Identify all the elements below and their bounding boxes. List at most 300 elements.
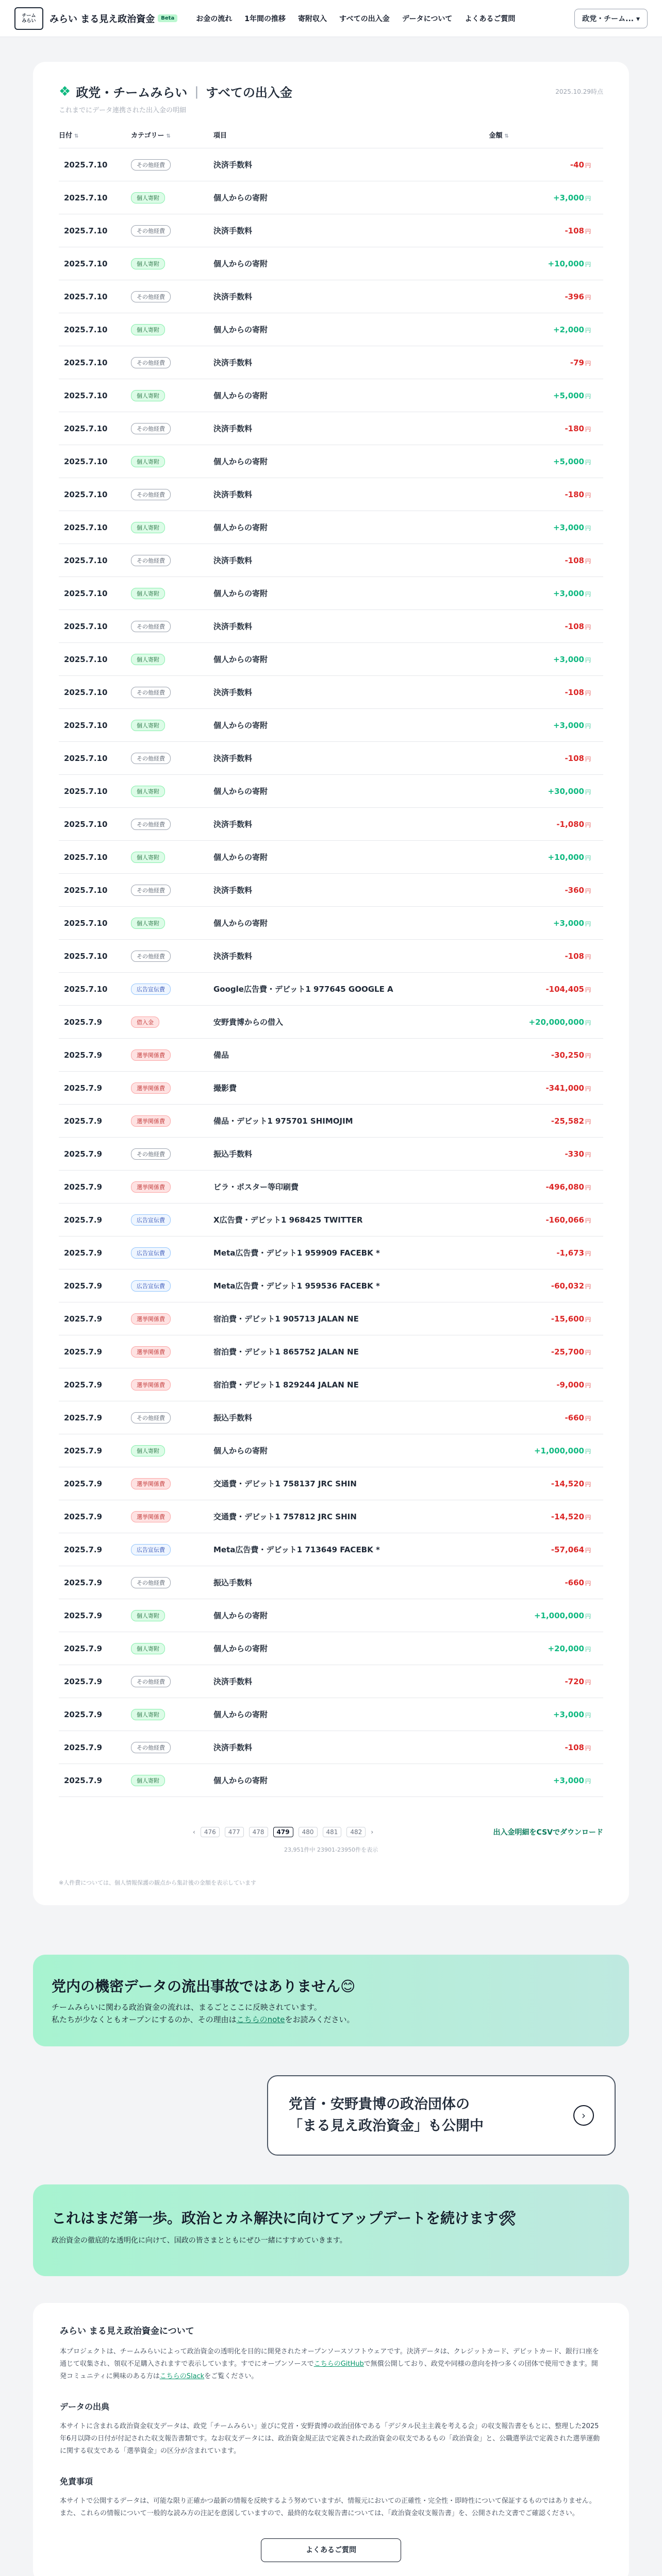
category-badge: 個人寄附: [131, 786, 165, 797]
nav-money-flow[interactable]: お金の流れ: [196, 14, 233, 23]
yen-unit: 円: [585, 953, 591, 960]
row-amount: -108: [565, 753, 584, 763]
banner-line2-pre: 私たちが少なくともオープンにするのか、その理由は: [52, 2015, 237, 2024]
pagination-row: [59, 1827, 603, 1837]
row-category-cell: [131, 478, 213, 511]
row-amount-cell: [489, 1698, 603, 1731]
arrow-right-icon: ›: [573, 2105, 594, 2126]
category-badge: 個人寄附: [131, 456, 165, 467]
yen-unit: 円: [585, 524, 591, 532]
nav-faq[interactable]: よくあるご質問: [465, 14, 516, 23]
row-amount-cell: [489, 1434, 603, 1467]
update-banner-title: これはまだ第一歩。政治とカネ解決に向けてアップデートを続けます🛠: [52, 2210, 517, 2227]
row-date: 2025.7.10: [59, 874, 131, 907]
row-item: ビラ・ポスター等印刷費: [213, 1171, 489, 1204]
category-badge: その他経費: [131, 1742, 171, 1753]
category-badge: その他経費: [131, 621, 171, 632]
row-category-cell: [131, 1533, 213, 1566]
site-logo[interactable]: チーム みらい: [14, 7, 43, 30]
table-row: [59, 1302, 603, 1335]
row-amount-cell: [489, 1764, 603, 1797]
row-date: 2025.7.9: [59, 1105, 131, 1138]
row-amount-cell: [489, 1632, 603, 1665]
row-amount-cell: [489, 511, 603, 544]
row-amount: -25,582: [551, 1116, 584, 1126]
table-row: [59, 643, 603, 676]
row-amount: +1,000,000: [534, 1446, 584, 1455]
category-badge: その他経費: [131, 489, 171, 500]
row-category-cell: [131, 445, 213, 478]
row-item: 撮影費: [213, 1072, 489, 1105]
yen-unit: 円: [585, 1250, 591, 1257]
row-amount-cell: [489, 643, 603, 676]
row-category-cell: [131, 1138, 213, 1171]
row-item: 決済手数料: [213, 148, 489, 181]
note-link[interactable]: こちらのnote: [236, 2015, 285, 2024]
row-amount: -720: [565, 1676, 584, 1686]
csv-download-link[interactable]: 出入金明細をCSVでダウンロード: [493, 1828, 603, 1837]
row-item: 個人からの寄附: [213, 841, 489, 874]
row-category-cell: [131, 841, 213, 874]
row-category-cell: [131, 775, 213, 808]
table-row: [59, 214, 603, 247]
row-category-cell: [131, 1302, 213, 1335]
yen-unit: 円: [585, 590, 591, 598]
yen-unit: 円: [585, 1711, 591, 1719]
nav-donations[interactable]: 寄附収入: [297, 14, 327, 23]
yen-unit: 円: [585, 492, 591, 499]
row-category-cell: [131, 346, 213, 379]
row-category-cell: [131, 1467, 213, 1500]
party-name: 政党・チームみらい: [76, 86, 188, 100]
row-date: 2025.7.10: [59, 346, 131, 379]
row-amount: +3,000: [553, 1709, 584, 1719]
row-item: 決済手数料: [213, 808, 489, 841]
row-date: 2025.7.9: [59, 1500, 131, 1533]
row-date: 2025.7.10: [59, 577, 131, 610]
page-button[interactable]: 480: [299, 1827, 318, 1837]
row-amount: -341,000: [545, 1083, 584, 1093]
row-category-cell: [131, 1171, 213, 1204]
row-category-cell: [131, 1204, 213, 1236]
row-date: 2025.7.10: [59, 313, 131, 346]
category-badge: 個人寄附: [131, 324, 165, 335]
amount-column-header[interactable]: [489, 130, 603, 148]
row-amount-cell: [489, 973, 603, 1006]
slack-link[interactable]: こちらのSlack: [159, 2372, 205, 2380]
table-row: [59, 148, 603, 181]
row-date: 2025.7.9: [59, 1335, 131, 1368]
row-category-cell: [131, 1039, 213, 1072]
row-date: 2025.7.9: [59, 1302, 131, 1335]
beta-badge: Beta: [158, 14, 177, 22]
row-category-cell: [131, 148, 213, 181]
table-row: [59, 1500, 603, 1533]
personnel-note: ※人件費については、個人情報保護の観点から集計後の金額を表示しています: [59, 1879, 256, 1886]
category-badge: その他経費: [131, 753, 171, 764]
row-item: 決済手数料: [213, 544, 489, 577]
row-amount-cell: [489, 181, 603, 214]
table-row: [59, 1467, 603, 1500]
row-item: 決済手数料: [213, 610, 489, 643]
row-amount: +20,000: [548, 1643, 584, 1653]
row-amount-cell: [489, 544, 603, 577]
table-row: [59, 1566, 603, 1599]
about-text-2: で無償公開しており、政党や同様の意向を持つ多くの団体で使用できます。開発コミュニティに興味のある方は: [60, 2360, 598, 2380]
row-date: 2025.7.9: [59, 1006, 131, 1039]
page-button[interactable]: 482: [346, 1827, 366, 1837]
row-amount: +3,000: [553, 654, 584, 664]
row-amount-cell: [489, 610, 603, 643]
row-amount-cell: [489, 1204, 603, 1236]
data-source-title: データの出典: [60, 2402, 110, 2412]
category-badge: 個人寄附: [131, 1709, 165, 1720]
row-amount: -180: [565, 489, 584, 499]
yen-unit: 円: [585, 1316, 591, 1323]
row-amount: -30,250: [551, 1050, 584, 1060]
link-card-text: [289, 2094, 484, 2137]
table-row: [59, 478, 603, 511]
data-source-text: 本サイトに含まれる政治資金収支データは、政党「チームみらい」並びに党首・安野貴博の政治団体である「デジタル民主主義を考える会」の収支報告書をもとに、整理した2025年6月以降の日付が付記された収支報告書類です。なお収支データには、政治資金規正法で定義された政治資金の収支であるもの「政治資金」と、公職選挙法で定義された選挙運動に関する収支である「選挙資金」の区分が含まれています。: [60, 2422, 600, 2455]
row-amount-cell: [489, 841, 603, 874]
row-category-cell: [131, 1072, 213, 1105]
row-item: 決済手数料: [213, 214, 489, 247]
transactions-table: [59, 130, 603, 1797]
category-badge: その他経費: [131, 357, 171, 368]
yen-unit: 円: [585, 1382, 591, 1389]
leader-funds-link-card[interactable]: [267, 2075, 616, 2156]
category-badge: 個人寄附: [131, 918, 165, 929]
category-badge: 選挙関係費: [131, 1511, 171, 1522]
row-category-cell: [131, 907, 213, 940]
row-item: 決済手数料: [213, 1665, 489, 1698]
row-amount-cell: [489, 478, 603, 511]
row-amount: -104,405: [545, 984, 584, 994]
row-date: 2025.7.10: [59, 610, 131, 643]
row-item: Google広告費・デビット1 977645 GOOGLE A: [213, 973, 489, 1006]
update-banner-text: 政治資金の徹底的な透明化に向けて、国政の皆さまとともにぜひ一緒にすすめていきます。: [52, 2236, 347, 2245]
row-amount-cell: [489, 148, 603, 181]
row-amount: -108: [565, 951, 584, 961]
row-amount-cell: [489, 313, 603, 346]
row-amount: -40: [570, 160, 584, 170]
category-badge: 個人寄附: [131, 1643, 165, 1654]
row-amount: -25,700: [551, 1347, 584, 1357]
site-header: [0, 0, 662, 37]
row-category-cell: [131, 1632, 213, 1665]
row-category-cell: [131, 1698, 213, 1731]
row-amount: -60,032: [551, 1281, 584, 1291]
row-date: 2025.7.9: [59, 1171, 131, 1204]
faq-button[interactable]: よくあるご質問: [261, 2538, 401, 2562]
row-amount-cell: [489, 577, 603, 610]
category-badge: その他経費: [131, 225, 171, 236]
row-item: 振込手数料: [213, 1566, 489, 1599]
row-date: 2025.7.10: [59, 214, 131, 247]
row-amount: +1,000,000: [534, 1611, 584, 1620]
github-link[interactable]: こちらのGitHub: [313, 2360, 364, 2368]
row-item: 宿泊費・デビット1 829244 JALAN NE: [213, 1368, 489, 1401]
row-amount-cell: [489, 775, 603, 808]
row-item: 個人からの寄附: [213, 181, 489, 214]
table-row: [59, 610, 603, 643]
org-select-label: 政党・チーム...: [582, 14, 634, 23]
next-page-icon[interactable]: ›: [371, 1828, 374, 1836]
category-badge: 個人寄附: [131, 852, 165, 863]
row-date: 2025.7.9: [59, 1533, 131, 1566]
page-button[interactable]: 476: [201, 1827, 220, 1837]
row-amount-cell: [489, 1731, 603, 1764]
row-item: 個人からの寄附: [213, 709, 489, 742]
yen-unit: 円: [585, 261, 591, 268]
row-date: 2025.7.9: [59, 1665, 131, 1698]
table-row: [59, 1039, 603, 1072]
row-amount-cell: [489, 676, 603, 709]
row-date: 2025.7.9: [59, 1731, 131, 1764]
row-category-cell: [131, 247, 213, 280]
row-amount-cell: [489, 445, 603, 478]
category-badge: 広告宣伝費: [131, 1544, 171, 1555]
row-amount-cell: [489, 1368, 603, 1401]
row-item: 交通費・デビット1 758137 JRC SHIN: [213, 1467, 489, 1500]
row-item: 決済手数料: [213, 346, 489, 379]
table-row: [59, 544, 603, 577]
row-item: 個人からの寄附: [213, 1764, 489, 1797]
yen-unit: 円: [585, 1547, 591, 1554]
pagination: [193, 1827, 373, 1837]
row-amount-cell: [489, 1401, 603, 1434]
category-badge: 選挙関係費: [131, 1313, 171, 1325]
row-amount: +3,000: [553, 720, 584, 730]
table-row: [59, 808, 603, 841]
category-badge: その他経費: [131, 1148, 171, 1160]
yen-unit: 円: [585, 195, 591, 202]
yen-unit: 円: [585, 1283, 591, 1290]
row-date: 2025.7.10: [59, 478, 131, 511]
category-badge: 選挙関係費: [131, 1181, 171, 1193]
row-amount: -9,000: [556, 1380, 584, 1389]
row-category-cell: [131, 1368, 213, 1401]
page-subtitle: これまでにデータ連携された出入金の明細: [59, 107, 187, 114]
row-category-cell: [131, 1236, 213, 1269]
row-date: 2025.7.9: [59, 1566, 131, 1599]
row-date: 2025.7.10: [59, 907, 131, 940]
category-badge: その他経費: [131, 423, 171, 434]
row-item: 個人からの寄附: [213, 445, 489, 478]
row-item: 決済手数料: [213, 478, 489, 511]
table-row: [59, 1105, 603, 1138]
row-category-cell: [131, 709, 213, 742]
category-badge: 広告宣伝費: [131, 1280, 171, 1292]
row-amount-cell: [489, 1072, 603, 1105]
yen-unit: 円: [585, 327, 591, 334]
yen-unit: 円: [585, 1019, 591, 1026]
yen-unit: 円: [585, 788, 591, 795]
row-amount: -108: [565, 621, 584, 631]
category-badge: その他経費: [131, 1676, 171, 1687]
row-amount: +5,000: [553, 391, 584, 400]
yen-unit: 円: [585, 887, 591, 894]
main-nav: [196, 13, 515, 24]
banner-title: 党内の機密データの流出事故ではありません😊: [52, 1978, 356, 1995]
about-text-3: をご覧ください。: [204, 2372, 258, 2380]
row-amount-cell: [489, 1236, 603, 1269]
category-badge: その他経費: [131, 159, 171, 171]
row-date: 2025.7.9: [59, 1138, 131, 1171]
table-row: [59, 1335, 603, 1368]
page-button[interactable]: 477: [225, 1827, 244, 1837]
row-amount-cell: [489, 1599, 603, 1632]
row-item: 決済手数料: [213, 280, 489, 313]
row-item: 振込手数料: [213, 1138, 489, 1171]
table-row: [59, 874, 603, 907]
row-item: 個人からの寄附: [213, 907, 489, 940]
row-category-cell: [131, 973, 213, 1006]
banner-line2-post: をお読みください。: [285, 2015, 355, 2024]
category-badge: 個人寄附: [131, 654, 165, 665]
row-amount: +5,000: [553, 456, 584, 466]
yen-unit: 円: [585, 821, 591, 828]
page-button[interactable]: 479: [273, 1827, 293, 1837]
row-amount: -660: [565, 1413, 584, 1422]
category-badge: 個人寄附: [131, 258, 165, 269]
not-leak-banner: [33, 1955, 629, 2046]
row-date: 2025.7.9: [59, 1401, 131, 1434]
row-amount-cell: [489, 1039, 603, 1072]
row-item: 個人からの寄附: [213, 1434, 489, 1467]
table-row: [59, 1434, 603, 1467]
row-category-cell: [131, 313, 213, 346]
row-item: 決済手数料: [213, 742, 489, 775]
prev-page-icon[interactable]: ‹: [193, 1828, 195, 1836]
row-date: 2025.7.9: [59, 1072, 131, 1105]
table-row: [59, 181, 603, 214]
category-badge: その他経費: [131, 1577, 171, 1588]
yen-unit: 円: [585, 360, 591, 367]
row-amount: +3,000: [553, 522, 584, 532]
row-category-cell: [131, 1335, 213, 1368]
row-date: 2025.7.9: [59, 1434, 131, 1467]
table-row: [59, 1368, 603, 1401]
row-amount: +10,000: [548, 852, 584, 862]
row-date: 2025.7.10: [59, 247, 131, 280]
category-badge: 広告宣伝費: [131, 1247, 171, 1259]
link-card-line1: 党首・安野貴博の政治団体の: [289, 2096, 470, 2112]
row-item: Meta広告費・デビット1 959536 FACEBK *: [213, 1269, 489, 1302]
yen-unit: 円: [585, 920, 591, 927]
row-item: 決済手数料: [213, 412, 489, 445]
amount-header-label: 金額: [489, 132, 503, 140]
row-date: 2025.7.10: [59, 841, 131, 874]
category-badge: 借入金: [131, 1016, 159, 1028]
yen-unit: 円: [585, 1184, 591, 1191]
page-button[interactable]: 478: [249, 1827, 268, 1837]
yen-unit: 円: [585, 162, 591, 169]
category-column-header[interactable]: [131, 130, 213, 148]
row-amount: +3,000: [553, 193, 584, 202]
row-amount: -79: [570, 358, 584, 367]
nav-yearly-trend[interactable]: 1年間の推移: [244, 14, 286, 23]
yen-unit: 円: [585, 689, 591, 697]
yen-unit: 円: [585, 1777, 591, 1785]
category-badge: 選挙関係費: [131, 1379, 171, 1391]
yen-unit: 円: [585, 1613, 591, 1620]
row-amount-cell: [489, 1171, 603, 1204]
category-badge: 個人寄附: [131, 1610, 165, 1621]
row-amount-cell: [489, 1533, 603, 1566]
yen-unit: 円: [585, 459, 591, 466]
row-category-cell: [131, 643, 213, 676]
table-row: [59, 1236, 603, 1269]
yen-unit: 円: [585, 656, 591, 664]
table-row: [59, 1632, 603, 1665]
category-badge: その他経費: [131, 687, 171, 698]
nav-all-transactions[interactable]: すべての出入金: [339, 14, 390, 23]
date-column-header[interactable]: [59, 130, 131, 148]
page-button[interactable]: 481: [323, 1827, 342, 1837]
yen-unit: 円: [585, 557, 591, 565]
table-body: [59, 148, 603, 1797]
row-amount: +3,000: [553, 1775, 584, 1785]
row-category-cell: [131, 1006, 213, 1039]
row-amount-cell: [489, 247, 603, 280]
table-row: [59, 907, 603, 940]
updated-date: 2025.10.29時点: [555, 88, 603, 95]
row-date: 2025.7.9: [59, 1632, 131, 1665]
row-amount-cell: [489, 346, 603, 379]
row-amount: +10,000: [548, 259, 584, 268]
row-amount: -15,600: [551, 1314, 584, 1324]
yen-unit: 円: [585, 1349, 591, 1356]
row-date: 2025.7.9: [59, 1368, 131, 1401]
yen-unit: 円: [585, 1151, 591, 1158]
row-amount-cell: [489, 214, 603, 247]
row-amount: -396: [565, 292, 584, 301]
row-item: 安野貴博からの借入: [213, 1006, 489, 1039]
table-row: [59, 742, 603, 775]
category-badge: その他経費: [131, 819, 171, 830]
yen-unit: 円: [585, 986, 591, 993]
row-amount: -1,080: [556, 819, 584, 829]
row-category-cell: [131, 214, 213, 247]
row-item: Meta広告費・デビット1 713649 FACEBK *: [213, 1533, 489, 1566]
table-row: [59, 1138, 603, 1171]
disclaimer-title: 免責事項: [60, 2477, 93, 2486]
row-date: 2025.7.10: [59, 643, 131, 676]
nav-about-data[interactable]: データについて: [402, 14, 453, 23]
row-amount-cell: [489, 1269, 603, 1302]
category-badge: 個人寄附: [131, 522, 165, 533]
row-amount-cell: [489, 280, 603, 313]
banner-text: [52, 2001, 610, 2026]
row-amount-cell: [489, 709, 603, 742]
category-badge: 選挙関係費: [131, 1115, 171, 1127]
org-select-button[interactable]: [574, 9, 648, 28]
row-amount-cell: [489, 1500, 603, 1533]
row-date: 2025.7.10: [59, 544, 131, 577]
disclaimer-text: 本サイトで公開するデータは、可能な限り正確かつ最新の情報を反映するよう努めていますが、情報元においての正確性・完全性・即時性について保証するものではありません。また、これらの情報について一般的な読み方の注記を意図していますので、最終的な収支報告書については、「政治資金収支報告書」を、公開された文書でご確認ください。: [60, 2497, 596, 2517]
table-row: [59, 709, 603, 742]
row-item: 個人からの寄附: [213, 1698, 489, 1731]
table-row: [59, 1665, 603, 1698]
table-row: [59, 1764, 603, 1797]
row-amount: -14,520: [551, 1512, 584, 1521]
brand-name[interactable]: みらい まる見え政治資金: [49, 13, 155, 25]
category-badge: 広告宣伝費: [131, 1214, 171, 1226]
row-amount: +30,000: [548, 786, 584, 796]
row-item: 個人からの寄附: [213, 1599, 489, 1632]
row-date: 2025.7.10: [59, 775, 131, 808]
